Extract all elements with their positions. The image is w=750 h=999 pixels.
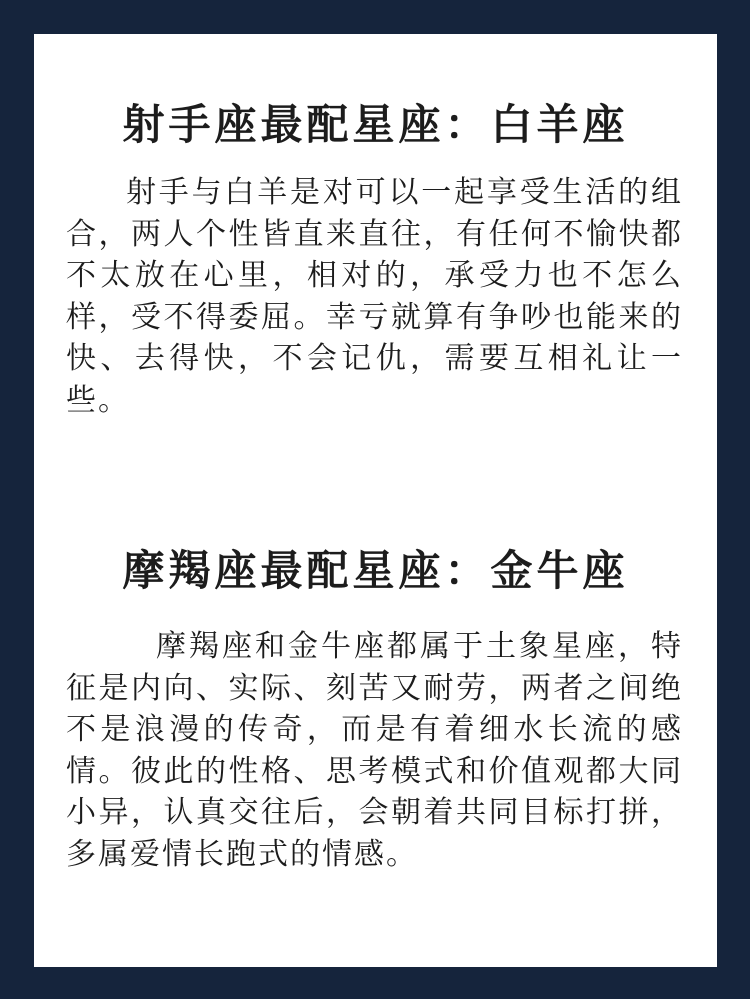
section-capricorn (34, 544, 717, 875)
section-title: 摩羯座最配星座：金牛座 (122, 546, 629, 595)
section-sagittarius (34, 98, 717, 421)
content-card (34, 34, 717, 967)
section-body: 摩羯座和金牛座都属于土象星座，特征是内向、实际、刻苦又耐劳，两者之间绝不是浪漫的传奇，而是有着细水长流的感情。彼此的性格、思考模式和价值观都大同小异，认真交往后，会朝着共同目标打拼，多属爱情长跑式的情感。 (66, 629, 683, 872)
section-title: 射手座最配星座：白羊座 (122, 100, 629, 149)
section-body: 射手与白羊是对可以一起享受生活的组合，两人个性皆直来直往，有任何不愉快都不太放在心里，相对的，承受力也不怎么样，受不得委屈。幸亏就算有争吵也能来的快、去得快，不会记仇，需要互相礼让一些。 (66, 175, 683, 418)
